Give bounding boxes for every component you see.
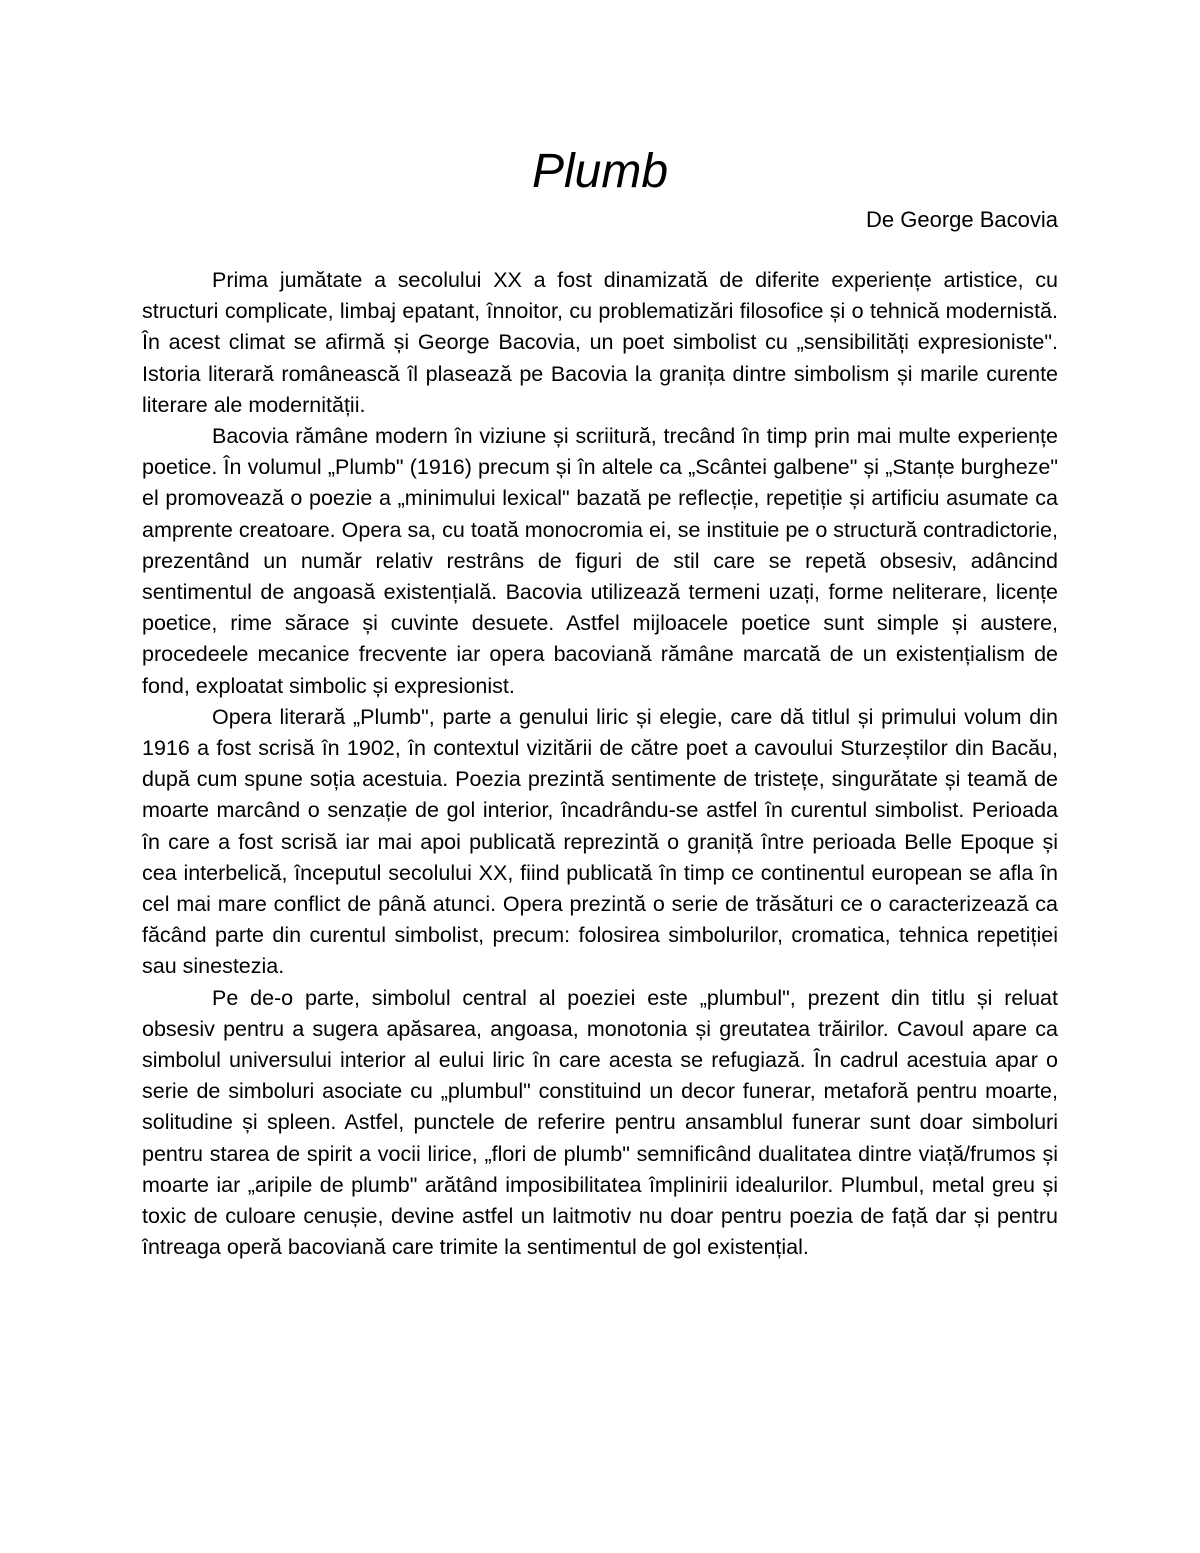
paragraph: Prima jumătate a secolului XX a fost dinamizată de diferite experiențe artistice, cu structuri complicate, limbaj epatant, înnoitor, cu problematizări filosofice și o tehnică modernistă. În acest climat se afirmă și George Bacovia, un poet simbolist cu „sensibilități expresioniste". Istoria literară românească îl plasează pe Bacovia la granița dintre simbolism și marile curente literare ale modernității. [142,268,1058,417]
document-body [142,265,1058,1264]
paragraph: Bacovia rămâne modern în viziune și scriitură, trecând în timp prin mai multe experiențe poetice. În volumul „Plumb" (1916) precum și în altele ca „Scântei galbene" și „Stanțe burgheze" el promovează o poezie a „minimului lexical" bazată pe reflecție, repetiție și artificiu asumate ca amprente creatoare. Opera sa, cu toată monocromia ei, se instituie pe o structură contradictorie, prezentând un număr relativ restrâns de figuri de stil care se repetă obsesiv, adâncind sentimentul de angoasă existențială. Bacovia utilizează termeni uzați, forme neliterare, licențe poetice, rime sărace și cuvinte desuete. Astfel mijloacele poetice sunt simple și austere, procedeele mecanice frecvente iar opera bacoviană rămâne marcată de un existențialism de fond, exploatat simbolic și expresionist. [142,424,1058,698]
paragraph: Pe de-o parte, simbolul central al poeziei este „plumbul", prezent din titlu și reluat obsesiv pentru a sugera apăsarea, angoasa, monotonia și greutatea trăirilor. Cavoul apare ca simbolul universului interior al eului liric în care acesta se refugiază. În cadrul acestuia apar o serie de simboluri asociate cu „plumbul" constituind un decor funerar, metaforă pentru moarte, solitudine și spleen. Astfel, punctele de referire pentru ansamblul funerar sunt doar simboluri pentru starea de spirit a vocii lirice, „flori de plumb" semnificând dualitatea dintre viață/frumos și moarte iar „aripile de plumb" arătând imposibilitatea împlinirii idealurilor. Plumbul, metal greu și toxic de culoare cenușie, devine astfel un laitmotiv nu doar pentru poezia de față dar și pentru întreaga operă bacoviană care trimite la sentimentul de gol existențial. [142,985,1058,1260]
paragraph: Opera literară „Plumb", parte a genului liric și elegie, care dă titlul și primului volum din 1916 a fost scrisă în 1902, în contextul vizitării de către poet a cavoului Sturzeștilor din Bacău, după cum spune soția acestuia. Poezia prezintă sentimente de tristețe, singurătate și teamă de moarte marcând o senzație de gol interior, încadrându-se astfel în curentul simbolist. Perioada în care a fost scrisă iar mai apoi publicată reprezintă o graniță între perioada Belle Epoque și cea interbelică, începutul secolului XX, fiind publicată în timp ce continentul european se afla în cel mai mare conflict de până atunci. Opera prezintă o serie de trăsături ce o caracterizează ca făcând parte din curentul simbolist, precum: folosirea simbolurilor, cromatica, tehnica repetiției sau sinestezia. [142,704,1058,979]
document-author: De George Bacovia [866,207,1058,232]
document-title: Plumb [531,145,669,198]
